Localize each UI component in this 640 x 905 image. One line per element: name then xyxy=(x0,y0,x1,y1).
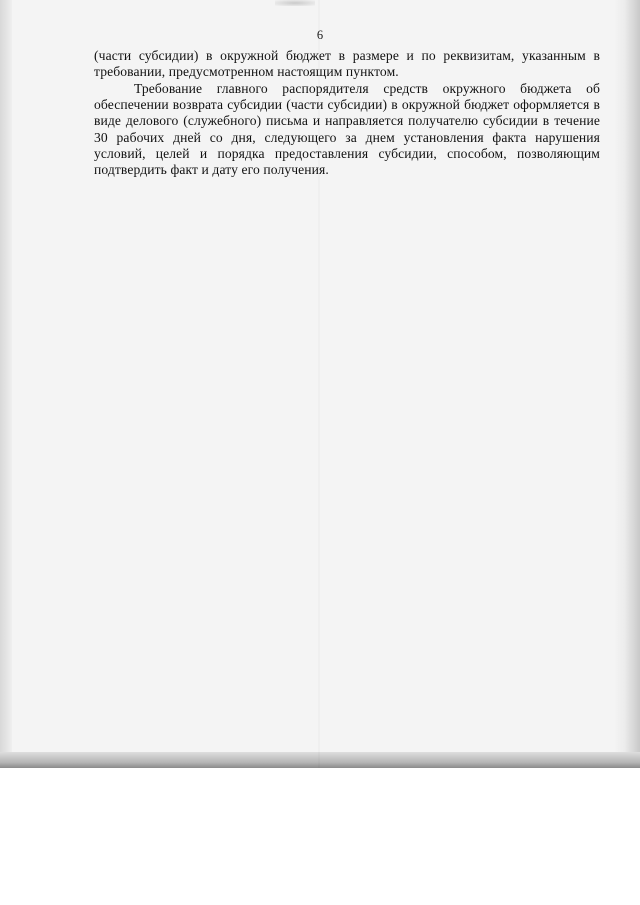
paragraph-continuation xyxy=(94,48,600,80)
paragraph-text: (части субсидии) в окружной бюджет в размере и по реквизитам, указанным в требовании, предусмотренном настоящим пунктом. xyxy=(94,48,600,80)
page-number: 6 xyxy=(316,28,324,42)
paragraph-text: Требование главного распорядителя средств окружного бюджета об обеспечении возврата субсидии (части субсидии) в окружной бюджет оформляется в виде делового (служебного) письма и направляется получателю субсидии в течение 30 рабочих дней со дня, следующего за днем установления факта нарушения условий, целей и порядка предоставления субсидии, способом, позволяющим подтвердить факт и дату его получения. xyxy=(94,81,600,178)
paragraph-refund-requirement xyxy=(94,81,600,178)
scan-edge-left xyxy=(0,0,12,768)
scan-smudge xyxy=(275,0,315,6)
scan-edge-right xyxy=(614,0,640,768)
scan-edge-bottom xyxy=(0,752,640,768)
